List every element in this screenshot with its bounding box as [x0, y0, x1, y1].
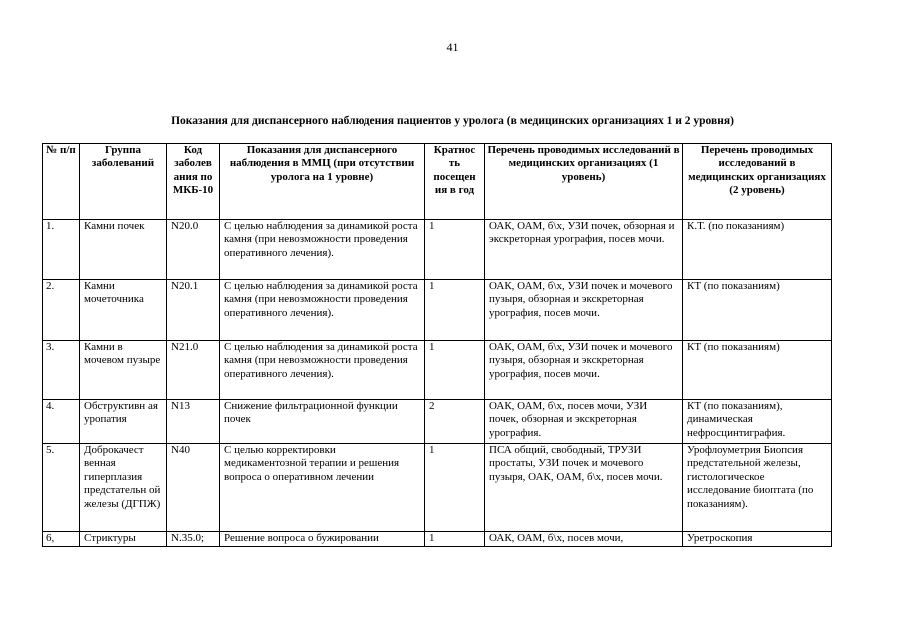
header-number: № п/п: [43, 144, 80, 220]
table-row: [43, 280, 832, 341]
cell-tests-level-1: ПСА общий, свободный, ТРУЗИ простаты, УЗИ почек и мочевого пузыря, ОАК, ОАМ, б\х, посев мочи.: [485, 444, 683, 532]
cell-tests-level-2: Уретроскопия: [683, 532, 832, 547]
cell-indications: С целью наблюдения за динамикой роста камня (при невозможности проведения оперативного лечения).: [220, 220, 425, 280]
header-tests-level-2: Перечень проводимых исследований в медицинских организациях (2 уровень): [683, 144, 832, 220]
cell-icd-code: N20.1: [167, 280, 220, 341]
cell-tests-level-2: КТ (по показаниям): [683, 280, 832, 341]
cell-tests-level-1: ОАК, ОАМ, б\х, УЗИ почек и мочевого пузыря, обзорная и экскреторная урография, посев мочи.: [485, 341, 683, 400]
table-row: [43, 220, 832, 280]
cell-tests-level-1: ОАК, ОАМ, б\х, УЗИ почек и мочевого пузыря, обзорная и экскреторная урография, посев мочи.: [485, 280, 683, 341]
cell-number: 2.: [43, 280, 80, 341]
cell-icd-code: N.35.0;: [167, 532, 220, 547]
table-row: [43, 341, 832, 400]
cell-tests-level-2: КТ (по показаниям): [683, 341, 832, 400]
cell-tests-level-1: ОАК, ОАМ, б\х, посев мочи,: [485, 532, 683, 547]
cell-disease-group: Камни в мочевом пузыре: [80, 341, 167, 400]
cell-icd-code: N21.0: [167, 341, 220, 400]
cell-number: 3.: [43, 341, 80, 400]
table-row: [43, 400, 832, 444]
table-row: [43, 444, 832, 532]
page-number: 41: [446, 40, 459, 54]
cell-disease-group: Стриктуры: [80, 532, 167, 547]
cell-tests-level-2: Урофлоуметрия Биопсия предстательной железы, гистологическое исследование биоптата (по показаниям).: [683, 444, 832, 532]
header-indications: Показания для диспансерного наблюдения в ММЦ (при отсутствии уролога на 1 уровне): [220, 144, 425, 220]
cell-visit-frequency: 1: [425, 341, 485, 400]
cell-indications: Снижение фильтрационной функции почек: [220, 400, 425, 444]
cell-tests-level-1: ОАК, ОАМ, б\х, УЗИ почек, обзорная и экскреторная урография, посев мочи.: [485, 220, 683, 280]
cell-number: 5.: [43, 444, 80, 532]
cell-icd-code: N13: [167, 400, 220, 444]
header-icd-code: Код заболев ания по МКБ-10: [167, 144, 220, 220]
cell-indications: Решение вопроса о бужировании: [220, 532, 425, 547]
cell-icd-code: N40: [167, 444, 220, 532]
cell-tests-level-2: К.Т. (по показаниям): [683, 220, 832, 280]
cell-icd-code: N20.0: [167, 220, 220, 280]
header-disease-group: Группа заболеваний: [80, 144, 167, 220]
cell-number: 6,: [43, 532, 80, 547]
cell-visit-frequency: 1: [425, 532, 485, 547]
dispensary-indications-table: [42, 143, 832, 547]
cell-visit-frequency: 1: [425, 220, 485, 280]
cell-tests-level-2: КТ (по показаниям), динамическая нефросцинтиграфия.: [683, 400, 832, 444]
cell-indications: С целью корректировки медикаментозной терапии и решения вопроса о оперативном лечении: [220, 444, 425, 532]
header-visit-frequency: Кратнос ть посещен ия в год: [425, 144, 485, 220]
cell-disease-group: Камни почек: [80, 220, 167, 280]
cell-indications: С целью наблюдения за динамикой роста камня (при невозможности проведения оперативного лечения).: [220, 341, 425, 400]
cell-disease-group: Доброкачест венная гиперплазия предстательн ой железы (ДГПЖ): [80, 444, 167, 532]
cell-disease-group: Камни мочеточника: [80, 280, 167, 341]
cell-indications: С целью наблюдения за динамикой роста камня (при невозможности проведения оперативного лечения).: [220, 280, 425, 341]
cell-disease-group: Обструктивн ая уропатия: [80, 400, 167, 444]
table-row: [43, 532, 832, 547]
cell-number: 4.: [43, 400, 80, 444]
cell-number: 1.: [43, 220, 80, 280]
cell-visit-frequency: 1: [425, 280, 485, 341]
cell-visit-frequency: 1: [425, 444, 485, 532]
cell-tests-level-1: ОАК, ОАМ, б\х, посев мочи, УЗИ почек, обзорная и экскреторная урография.: [485, 400, 683, 444]
cell-visit-frequency: 2: [425, 400, 485, 444]
header-tests-level-1: Перечень проводимых исследований в медицинских организациях (1 уровень): [485, 144, 683, 220]
document-title: Показания для диспансерного наблюдения пациентов у уролога (в медицинских организациях 1 и 2 уровня): [171, 115, 734, 127]
table-header-row: [43, 144, 832, 220]
